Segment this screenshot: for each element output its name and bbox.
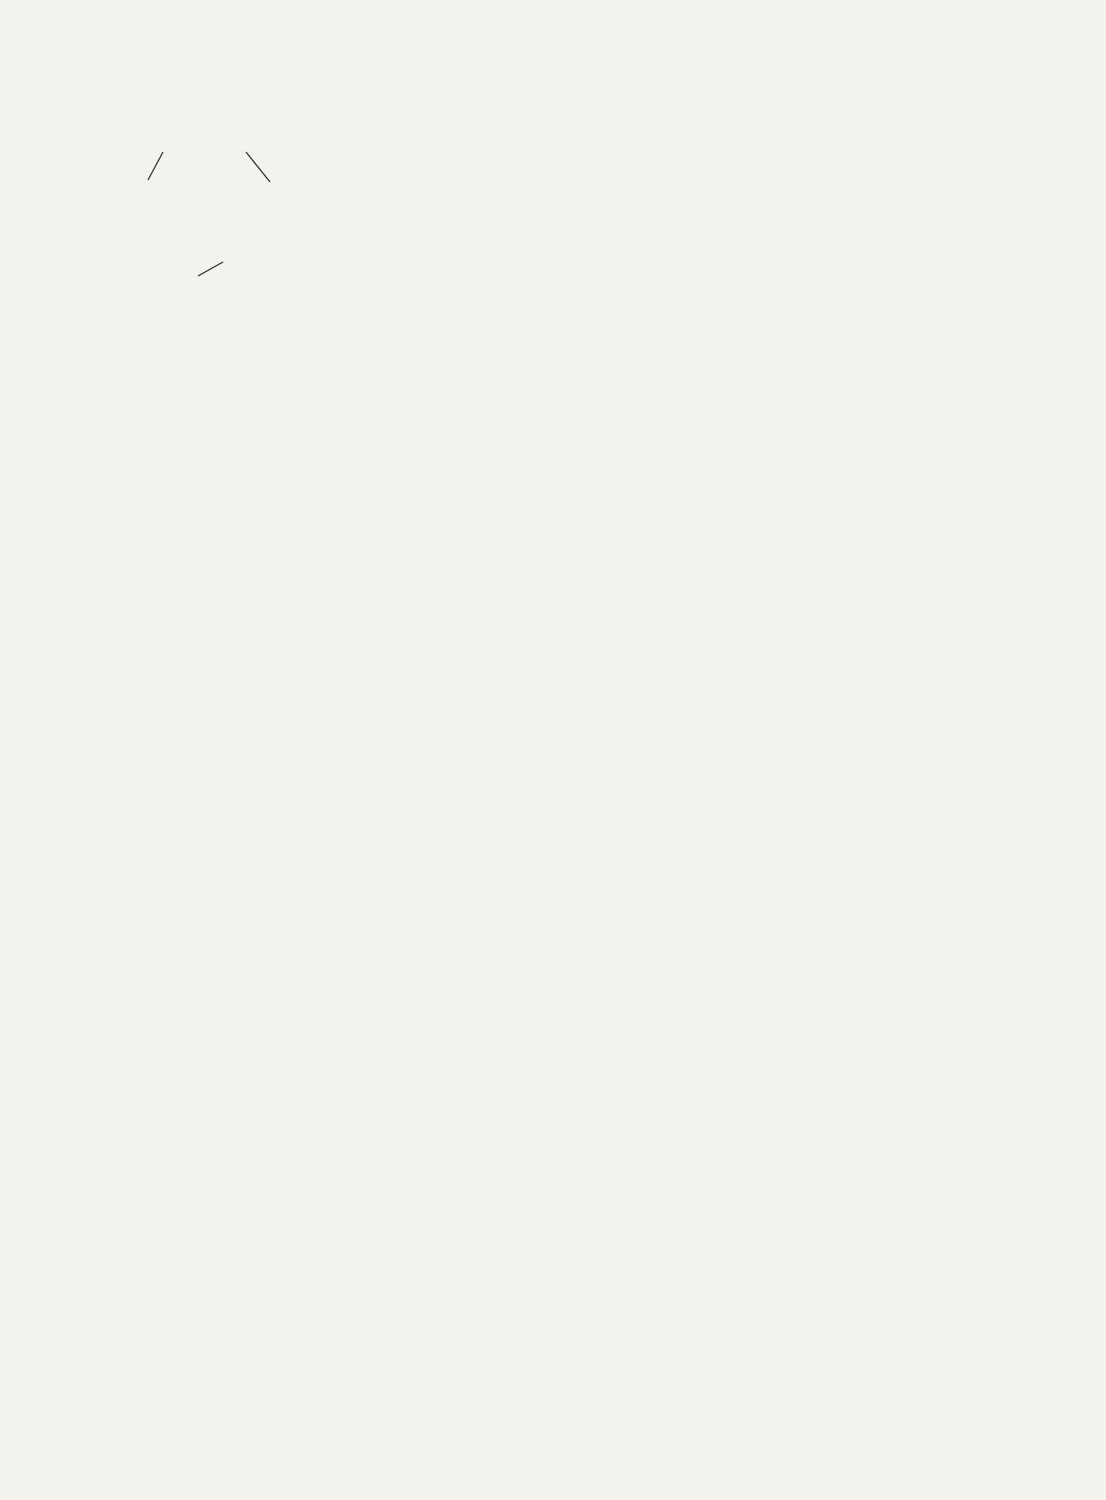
pointer-b <box>246 152 270 182</box>
figure-39-2-drawing <box>128 130 558 380</box>
right-column <box>585 124 1008 142</box>
figure-39-3 <box>575 1310 1025 1420</box>
pointer-a <box>148 152 163 180</box>
figure-39-3-drawing <box>575 1310 1025 1420</box>
figure-39-2 <box>128 130 558 380</box>
pointer-c <box>198 262 223 276</box>
